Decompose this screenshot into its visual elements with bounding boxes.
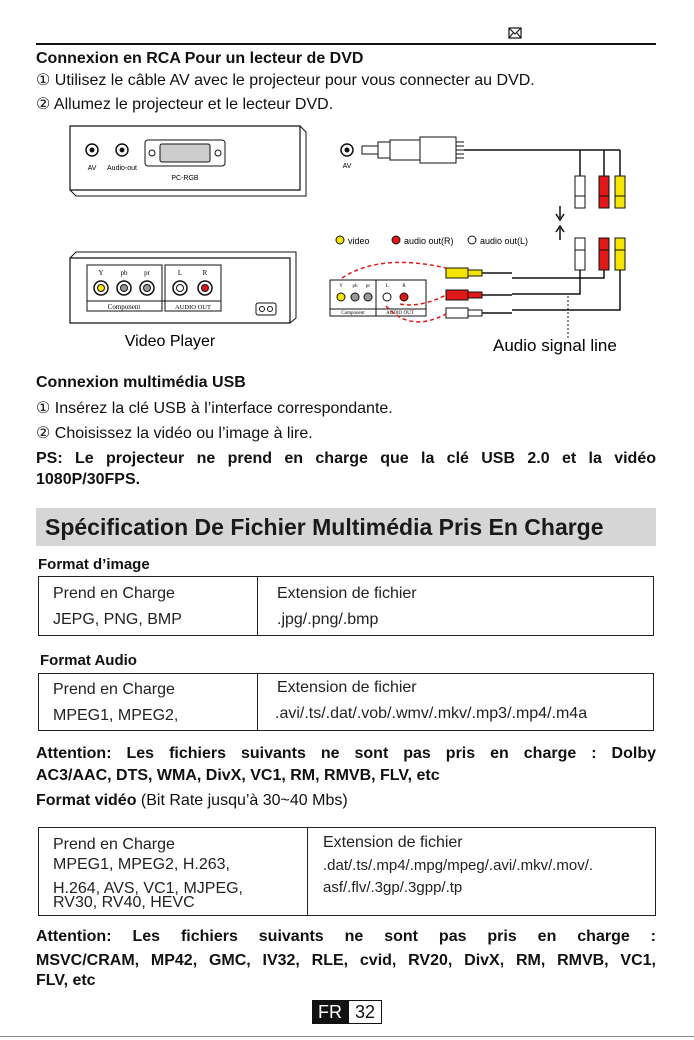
player-pr-label: pr bbox=[144, 269, 150, 277]
video-col-2: Extension de fichier bbox=[323, 834, 463, 851]
attention-1-line-1: Attention: Les fichiers suivants ne sont pas pris en charge : Dolby bbox=[36, 745, 656, 762]
player-pb-label: pb bbox=[120, 269, 128, 277]
cable-av-label: AV bbox=[342, 163, 352, 170]
player-y-label: Y bbox=[98, 269, 104, 277]
mini-panel bbox=[330, 262, 512, 321]
audio-format-table bbox=[38, 673, 654, 731]
usb-step-1: ① Insérez la clé USB à l’interface correspondante. bbox=[36, 400, 393, 417]
footer-rule bbox=[0, 1036, 694, 1037]
mini-pb: pb bbox=[352, 284, 358, 289]
usb-ps-line-2: 1080P/30FPS. bbox=[36, 471, 141, 488]
video-format-table bbox=[38, 827, 656, 916]
video-a-line-1: MPEG1, MPEG2, H.263, bbox=[53, 856, 230, 873]
usb-title: Connexion multimédia USB bbox=[36, 374, 246, 391]
video-player-panel bbox=[70, 252, 296, 350]
audio-signal-caption: Audio signal line bbox=[493, 336, 617, 355]
attention-2-line-3: FLV, etc bbox=[36, 972, 96, 989]
attention-2-line-1: Attention: Les fichiers suivants ne sont pas pris en charge : bbox=[36, 928, 656, 945]
audio-row-1-a: MPEG1, MPEG2, bbox=[53, 707, 179, 724]
player-l-label: L bbox=[177, 269, 183, 277]
video-b-line-1: .dat/.ts/.mp4/.mpg/mpeg/.avi/.mkv/.mov/. bbox=[323, 857, 594, 874]
mini-pr: pr bbox=[365, 284, 371, 289]
video-bitrate: (Bit Rate jusqu’à 30~40 Mbs) bbox=[140, 792, 348, 809]
mini-audio-out: AUDIO OUT bbox=[386, 311, 414, 316]
attention-2-line-2: MSVC/CRAM, MP42, GMC, IV32, RLE, cvid, RV20, DivX, RM, RMVB, VC1, bbox=[36, 952, 656, 969]
player-component-label: Component bbox=[107, 303, 141, 311]
player-audio-out-label: AUDIO OUT bbox=[175, 304, 211, 311]
header-rule bbox=[36, 43, 656, 45]
footer-page-number: 32 bbox=[348, 1000, 382, 1024]
rca-step-2: ② Allumez le projecteur et le lecteur DVD. bbox=[36, 96, 334, 113]
image-row-1-a: JEPG, PNG, BMP bbox=[53, 611, 182, 628]
video-a-line-3: RV30, RV40, HEVC bbox=[53, 894, 195, 911]
mini-y: Y bbox=[339, 284, 343, 289]
projector-audio-out-label: Audio-out bbox=[107, 165, 137, 172]
mini-l: L bbox=[385, 284, 389, 289]
video-format-title: Format vidéo bbox=[36, 792, 137, 809]
color-legend bbox=[336, 236, 528, 246]
mini-r: R bbox=[402, 284, 406, 289]
video-b-line-2: asf/.flv/.3gp/.3gpp/.tp bbox=[323, 879, 463, 896]
image-row-1-b: .jpg/.png/.bmp bbox=[277, 611, 379, 628]
video-col-1: Prend en Charge bbox=[53, 836, 175, 853]
video-player-caption: Video Player bbox=[124, 333, 216, 350]
audio-col-2: Extension de fichier bbox=[277, 679, 417, 696]
image-format-title: Format d’image bbox=[38, 556, 150, 573]
video-a-line-2: H.264, AVS, VC1, MJPEG, bbox=[53, 880, 243, 897]
rca-step-1: ① Utilisez le câble AV avec le projecteur pour vous connecter au DVD. bbox=[36, 72, 535, 89]
audio-format-title: Format Audio bbox=[40, 652, 137, 669]
legend-video: video bbox=[348, 236, 370, 246]
connection-diagram bbox=[60, 118, 660, 358]
image-format-table bbox=[38, 576, 654, 636]
spec-banner: Spécification De Fichier Multimédia Pris En Charge bbox=[36, 508, 656, 546]
envelope-icon bbox=[508, 26, 522, 40]
attention-1-line-2: AC3/AAC, DTS, WMA, DivX, VC1, RM, RMVB, FLV, etc bbox=[36, 767, 440, 784]
projector-panel bbox=[70, 126, 306, 196]
rca-title: Connexion en RCA Pour un lecteur de DVD bbox=[36, 50, 364, 67]
usb-step-2: ② Choisissez la vidéo ou l’image à lire. bbox=[36, 425, 313, 442]
audio-col-1: Prend en Charge bbox=[53, 681, 175, 698]
usb-ps-line-1: PS: Le projecteur ne prend en charge que la clé USB 2.0 et la vidéo bbox=[36, 450, 656, 467]
image-col-2: Extension de fichier bbox=[277, 585, 417, 602]
footer-language-badge: FR bbox=[312, 1000, 348, 1024]
image-col-1: Prend en Charge bbox=[53, 585, 175, 602]
legend-audio-r: audio out(R) bbox=[404, 236, 454, 246]
projector-av-label: AV bbox=[87, 165, 97, 172]
projector-pc-rgb-label: PC-RGB bbox=[171, 175, 199, 182]
mini-component: Component bbox=[341, 311, 365, 316]
legend-audio-l: audio out(L) bbox=[480, 236, 529, 246]
video-format-heading bbox=[36, 792, 348, 810]
audio-row-1-b: .avi/.ts/.dat/.vob/.wmv/.mkv/.mp3/.mp4/.m4a bbox=[275, 705, 588, 722]
player-r-label: R bbox=[202, 269, 208, 277]
